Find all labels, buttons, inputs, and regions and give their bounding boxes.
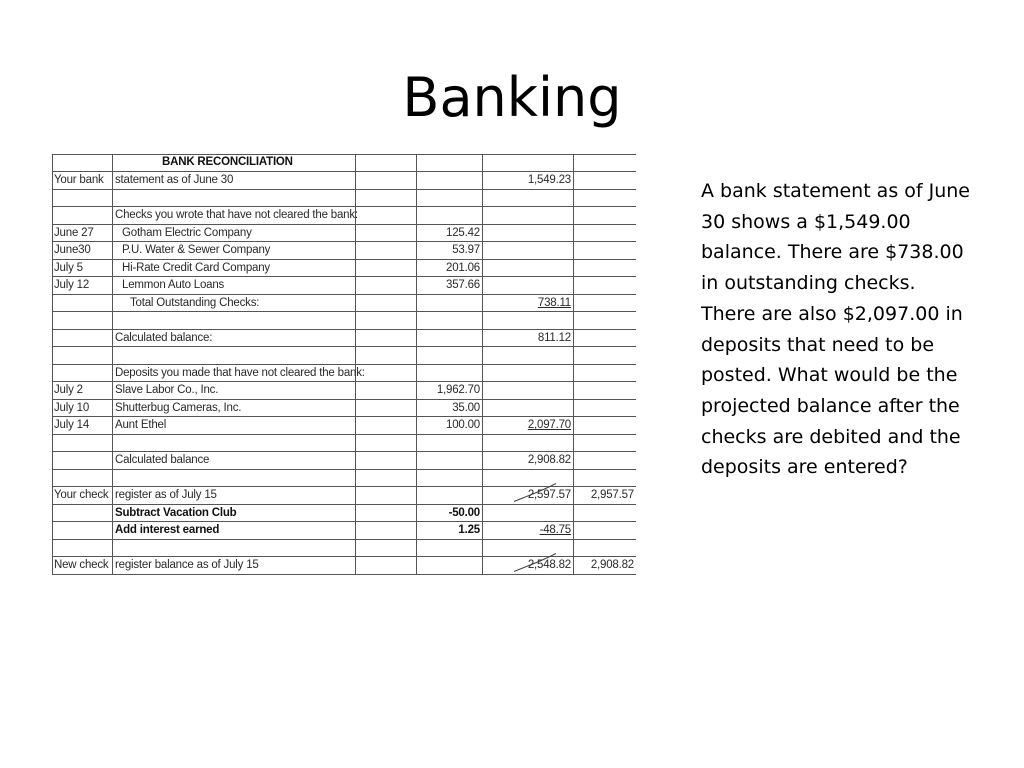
bank-reconciliation-spreadsheet [52, 154, 636, 595]
cell-c6: 2,957.57 [590, 489, 634, 501]
cell-date: June 27 [54, 226, 94, 239]
cell-c5: 2,908.82 [527, 454, 571, 466]
cell-c4: 35.00 [452, 401, 480, 414]
cell-date: July 2 [54, 384, 83, 396]
cell-date: July 5 [54, 261, 83, 274]
cell-c5: 2,097.70 [527, 419, 571, 431]
cell-desc: Total Outstanding Checks: [130, 296, 260, 309]
cell-desc: register balance as of July 15 [115, 559, 259, 571]
cell-c4: 1.25 [458, 524, 480, 536]
cell-desc: Checks you wrote that have not cleared the bank: [115, 209, 358, 221]
cell-date: July 12 [54, 279, 90, 291]
sheet-heading: BANK RECONCILIATION [162, 156, 293, 168]
problem-description: A bank statement as of June 30 shows a $1,549.00 balance. There are $738.00 in outstanding checks. There are also $2,097.00 in deposits that need to be posted. What would be the projected balance after the checks are debited and the deposits are entered? [701, 180, 970, 479]
cell-c5: 811.12 [537, 331, 571, 344]
cell-desc: Slave Labor Co., Inc. [115, 384, 219, 396]
cell-c4: 125.42 [446, 226, 480, 239]
cell-date: July 14 [54, 419, 90, 431]
cell-desc: Calculated balance [115, 454, 210, 466]
slide-title: Banking [402, 66, 622, 129]
cell-c4: 1,962.70 [436, 384, 480, 396]
cell-date: New check [54, 559, 109, 571]
cell-desc: Add interest earned [115, 524, 220, 536]
cell-c5: 2,597.57 [527, 489, 571, 501]
cell-date: June30 [54, 244, 91, 256]
cell-desc: statement as of June 30 [115, 174, 234, 186]
cell-c5: 1,549.23 [527, 174, 571, 186]
cell-date: Your check [54, 489, 109, 501]
cell-c4: 53.97 [452, 244, 480, 256]
cell-c4: 357.66 [446, 279, 480, 291]
cell-desc: Hi-Rate Credit Card Company [122, 261, 270, 274]
cell-date: Your bank [54, 174, 104, 186]
cell-desc: Calculated balance: [115, 331, 213, 344]
cell-c5: 738.11 [537, 296, 571, 309]
cell-c5: 2,548.82 [527, 559, 571, 571]
cell-c4: 201.06 [446, 261, 480, 274]
cell-date: July 10 [54, 401, 90, 414]
cell-c6: 2,908.82 [590, 559, 634, 571]
cell-desc: P.U. Water & Sewer Company [122, 244, 271, 256]
cell-c5: -48.75 [539, 524, 571, 536]
cell-desc: Aunt Ethel [115, 419, 167, 431]
cell-desc: Deposits you made that have not cleared the bank: [115, 366, 365, 379]
cell-desc: Gotham Electric Company [122, 226, 252, 239]
cell-desc: register as of July 15 [115, 489, 217, 501]
cell-desc: Lemmon Auto Loans [122, 279, 225, 291]
cell-desc: Subtract Vacation Club [115, 506, 237, 519]
cell-c4: 100.00 [446, 419, 480, 431]
cell-c4: -50.00 [448, 506, 480, 519]
cell-desc: Shutterbug Cameras, Inc. [115, 401, 242, 414]
